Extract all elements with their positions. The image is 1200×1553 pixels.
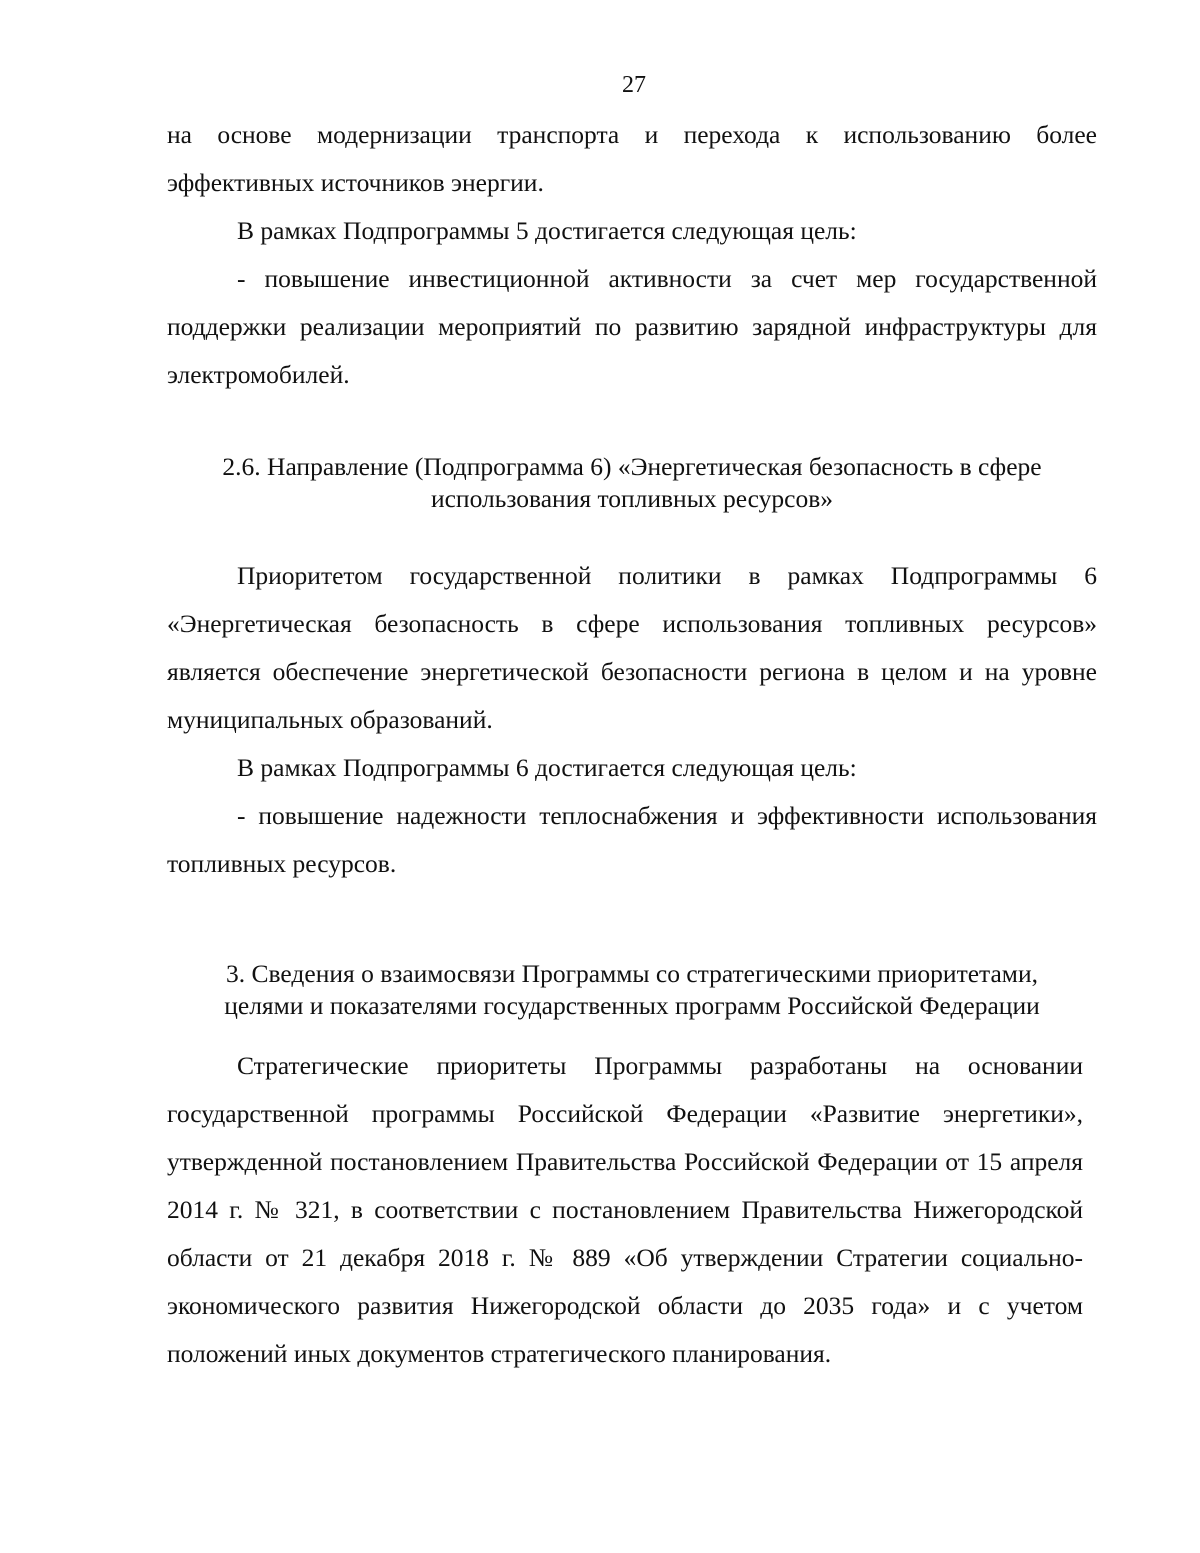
- intro-paragraph-continuation: на основе модернизации транспорта и перехода к использованию более эффективных источников энергии.: [167, 120, 1097, 197]
- section-2-6-body: [167, 552, 1097, 888]
- page-number: 27: [622, 72, 646, 98]
- section-3-body: [167, 1042, 1083, 1378]
- subprogram-5-goal-item: - повышение инвестиционной активности за счет мер государственной поддержки реализации мероприятий по развитию зарядной инфраструктуры для электромобилей.: [167, 264, 1097, 389]
- strategic-priorities-paragraph: Стратегические приоритеты Программы разработаны на основании государственной программы Российской Федерации «Развитие энергетики», утвержденной постановлением Правительства Российской Федерации от 15 апреля 2014 г. № 321, в соответствии с постановлением Правительства Нижегородской области от 21 декабря 2018 г. № 889 «Об утверждении Стратегии социально-экономического развития Нижегородской области до 2035 года» и с учетом положений иных документов стратегического планирования.: [167, 1051, 1083, 1368]
- subprogram-6-priority-paragraph: Приоритетом государственной политики в рамках Подпрограммы 6 «Энергетическая безопасность в сфере использования топливных ресурсов» является обеспечение энергетической безопасности региона в целом и на уровне муниципальных образований.: [167, 561, 1097, 734]
- subprogram-5-goal-intro: В рамках Подпрограммы 5 достигается следующая цель:: [237, 216, 857, 245]
- section-3-heading-line-1: 3. Сведения о взаимосвязи Программы со стратегическими приоритетами,: [226, 959, 1038, 988]
- section-2-6-heading-line-1: 2.6. Направление (Подпрограмма 6) «Энергетическая безопасность в сфере: [222, 452, 1042, 481]
- intro-block: [167, 111, 1097, 399]
- section-2-6-heading-line-2: использования топливных ресурсов»: [430, 484, 834, 513]
- section-3-heading-line-2: целями и показателями государственных программ Российской Федерации: [224, 991, 1040, 1020]
- subprogram-6-goal-item: - повышение надежности теплоснабжения и эффективности использования топливных ресурсов.: [167, 801, 1097, 878]
- section-2-6-heading: [167, 451, 1097, 515]
- subprogram-6-goal-intro: В рамках Подпрограммы 6 достигается следующая цель:: [237, 753, 857, 782]
- section-3-heading: [167, 958, 1097, 1022]
